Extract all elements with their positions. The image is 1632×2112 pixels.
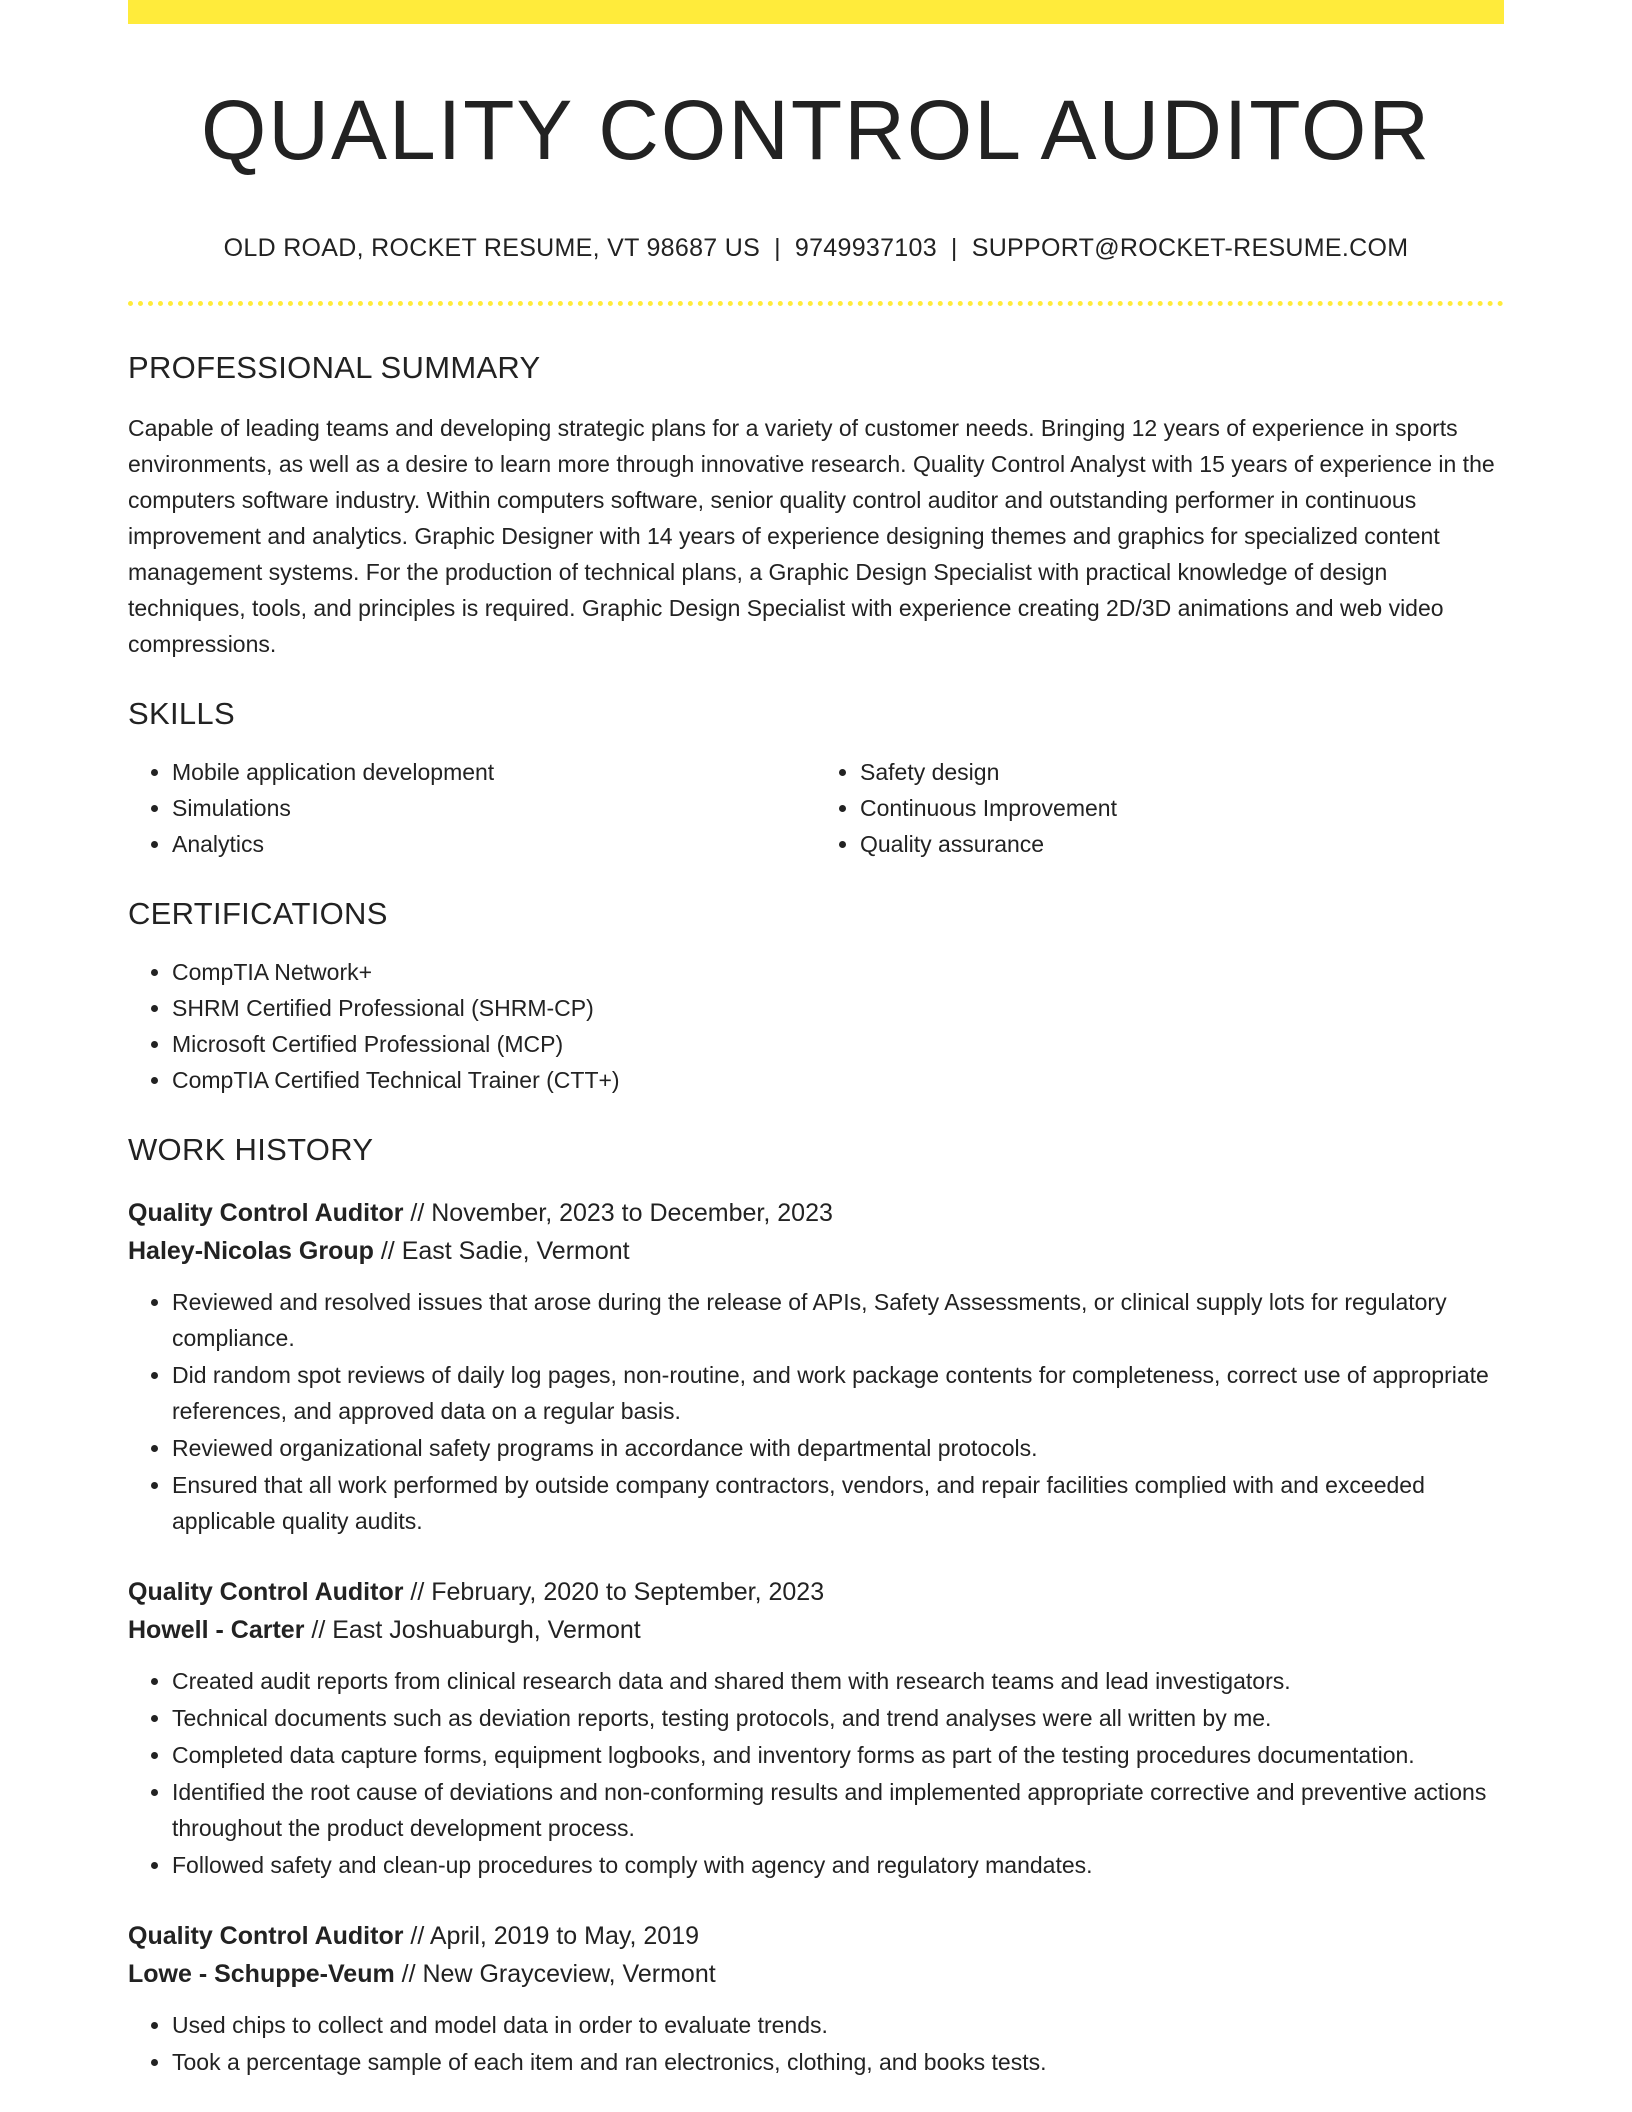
job-bullet: • Completed data capture forms, equipment logbooks, and inventory forms as part of the testing procedures documentation.	[172, 1737, 1504, 1773]
skill-item: • Analytics	[172, 826, 816, 862]
skills-columns	[128, 754, 1504, 862]
job-bullets	[128, 1663, 1504, 1883]
date-separator: //	[403, 1199, 432, 1228]
accent-top-bar	[128, 0, 1504, 24]
certification-item: • CompTIA Certified Technical Trainer (CTT+)	[172, 1062, 1504, 1098]
contact-separator: |	[950, 234, 958, 263]
certification-item: • SHRM Certified Professional (SHRM-CP)	[172, 990, 1504, 1026]
job-title: Quality Control Auditor	[128, 1578, 404, 1607]
job-company: Howell - Carter	[128, 1616, 305, 1645]
resume-name: QUALITY CONTROL AUDITOR	[201, 83, 1431, 177]
location-separator: //	[394, 1960, 423, 1989]
job-entry	[128, 1573, 1504, 1883]
work-history-heading: WORK HISTORY	[128, 1132, 374, 1168]
contact-address: OLD ROAD, ROCKET RESUME, VT 98687 US	[223, 234, 761, 263]
resume-page	[128, 0, 1504, 2081]
skills-section	[128, 696, 1504, 862]
date-separator: //	[403, 1922, 430, 1951]
summary-text: Capable of leading teams and developing strategic plans for a variety of customer needs. Bringing 12 years of experience in sports environments, as well as a desire to learn more through innovative research. Quality Control Analyst with 15 years of experience in the computers software industry. Within computers software, senior quality control auditor and outstanding performer in continuous improvement and analytics. Graphic Designer with 14 years of experience designing themes and graphics for specialized content management systems. For the production of technical plans, a Graphic Design Specialist with practical knowledge of design techniques, tools, and principles is required. Graphic Design Specialist with experience creating 2D/3D animations and web video compressions.	[128, 415, 1495, 658]
summary-section	[128, 350, 1504, 662]
job-company-line	[128, 1955, 1504, 1993]
certifications-heading: CERTIFICATIONS	[128, 896, 388, 932]
job-bullet: • Reviewed and resolved issues that arose during the release of APIs, Safety Assessments, or clinical supply lots for regulatory compliance.	[172, 1284, 1504, 1356]
job-location: East Sadie, Vermont	[401, 1237, 630, 1266]
job-bullets	[128, 2007, 1504, 2080]
contact-email: SUPPORT@ROCKET-RESUME.COM	[971, 234, 1409, 263]
job-bullet: • Did random spot reviews of daily log pages, non-routine, and work package contents for completeness, correct use of appropriate references, and approved data on a regular basis.	[172, 1357, 1504, 1429]
dotted-divider	[128, 301, 1504, 306]
certifications-section	[128, 896, 1504, 1098]
location-separator: //	[373, 1237, 402, 1266]
job-title: Quality Control Auditor	[128, 1922, 404, 1951]
work-history-section	[128, 1132, 1504, 2080]
job-bullet: • Took a percentage sample of each item and ran electronics, clothing, and books tests.	[172, 2044, 1504, 2080]
date-separator: //	[403, 1578, 432, 1607]
job-location: East Joshuaburgh, Vermont	[332, 1616, 641, 1645]
job-bullet: • Ensured that all work performed by outside company contractors, vendors, and repair facilities complied with and exceeded applicable quality audits.	[172, 1467, 1504, 1539]
skills-list-right	[816, 754, 1504, 862]
skills-list-left	[128, 754, 816, 862]
job-title: Quality Control Auditor	[128, 1199, 404, 1228]
job-title-line	[128, 1194, 1504, 1232]
job-company: Lowe - Schuppe-Veum	[128, 1960, 395, 1989]
contact-phone: 9749937103	[794, 234, 937, 263]
job-bullet: • Reviewed organizational safety programs in accordance with departmental protocols.	[172, 1430, 1504, 1466]
skills-heading: SKILLS	[128, 696, 235, 732]
job-bullet: • Identified the root cause of deviations and non-conforming results and implemented appropriate corrective and preventive actions throughout the product development process.	[172, 1774, 1504, 1846]
job-dates: February, 2020 to September, 2023	[431, 1578, 825, 1607]
certification-item: • Microsoft Certified Professional (MCP)	[172, 1026, 1504, 1062]
job-entry	[128, 1917, 1504, 2080]
job-company-line	[128, 1232, 1504, 1270]
job-dates: April, 2019 to May, 2019	[429, 1922, 699, 1951]
contact-line	[128, 234, 1504, 263]
contact-separator: |	[774, 234, 781, 263]
job-dates: November, 2023 to December, 2023	[431, 1199, 833, 1228]
job-bullet: • Technical documents such as deviation reports, testing protocols, and trend analyses were all written by me.	[172, 1700, 1504, 1736]
skill-item: • Quality assurance	[860, 826, 1504, 862]
job-bullet: • Followed safety and clean-up procedures to comply with agency and regulatory mandates.	[172, 1847, 1504, 1883]
job-bullet: • Used chips to collect and model data in order to evaluate trends.	[172, 2007, 1504, 2043]
skill-item: • Continuous Improvement	[860, 790, 1504, 826]
job-company: Haley-Nicolas Group	[128, 1237, 374, 1266]
certification-item: • CompTIA Network+	[172, 954, 1504, 990]
skill-item: • Mobile application development	[172, 754, 816, 790]
location-separator: //	[304, 1616, 333, 1645]
job-company-line	[128, 1611, 1504, 1649]
job-location: New Grayceview, Vermont	[422, 1960, 716, 1989]
job-entry	[128, 1194, 1504, 1539]
job-title-line	[128, 1573, 1504, 1611]
skill-item: • Safety design	[860, 754, 1504, 790]
certifications-list	[128, 954, 1504, 1098]
job-bullets	[128, 1284, 1504, 1539]
job-bullet: • Created audit reports from clinical research data and shared them with research teams and lead investigators.	[172, 1663, 1504, 1699]
summary-heading: PROFESSIONAL SUMMARY	[128, 350, 541, 386]
job-title-line	[128, 1917, 1504, 1955]
skill-item: • Simulations	[172, 790, 816, 826]
